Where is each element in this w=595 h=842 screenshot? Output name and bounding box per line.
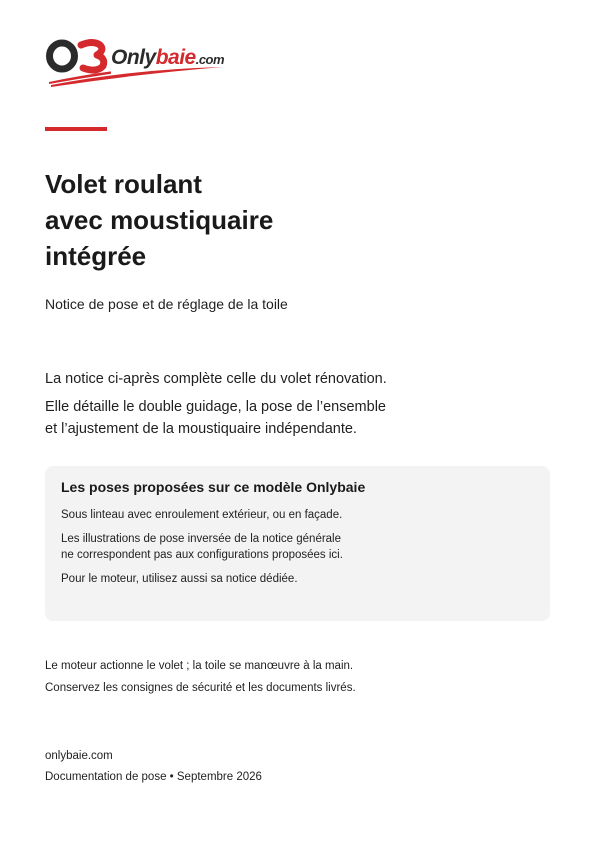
footer-doc-info: Documentation de pose • Septembre 2026: [45, 771, 262, 783]
note-line-1: Le moteur actionne le volet ; la toile se manœuvre à la main.: [45, 660, 354, 672]
notes-section: [45, 658, 356, 702]
info-box-title: Les poses proposées sur ce modèle Onlybaie: [61, 479, 366, 495]
accent-bar: [45, 127, 107, 131]
brand-logo: [45, 36, 245, 92]
title-line-2: avec moustiquaire: [45, 205, 274, 235]
title-line-1: Volet roulant: [45, 169, 202, 199]
info-box-item-2: [61, 531, 534, 563]
brand-name: [111, 46, 224, 70]
intro-section: [45, 369, 387, 440]
intro-paragraph-2-line-1: Elle détaille le double guidage, la pose de l’ensemble: [45, 399, 386, 415]
brand-name-suffix: .com: [195, 52, 225, 67]
intro-paragraph-2: [45, 396, 387, 440]
page-subtitle: Notice de pose et de réglage de la toile: [45, 296, 288, 312]
info-box: [45, 466, 550, 621]
brand-name-part2: baie: [155, 46, 196, 69]
footer-website: onlybaie.com: [45, 750, 113, 762]
info-box-item-2-line-2: ne correspondent pas aux configurations proposées ici.: [61, 549, 343, 561]
brand-name-part1: Only: [111, 46, 156, 69]
title-line-3: intégrée: [45, 241, 147, 271]
info-box-item-1: Sous linteau avec enroulement extérieur, ou en façade.: [61, 509, 343, 521]
info-box-item-2-line-1: Les illustrations de pose inversée de la notice générale: [61, 533, 342, 545]
page-title: [45, 166, 273, 274]
intro-paragraph-2-line-2: et l’ajustement de la moustiquaire indépendante.: [45, 421, 357, 437]
note-line-2: Conservez les consignes de sécurité et les documents livrés.: [45, 682, 356, 694]
page-footer: [45, 748, 262, 790]
info-box-item-3: Pour le moteur, utilisez aussi sa notice dédiée.: [61, 573, 298, 585]
intro-paragraph-1: La notice ci-après complète celle du volet rénovation.: [45, 371, 387, 387]
